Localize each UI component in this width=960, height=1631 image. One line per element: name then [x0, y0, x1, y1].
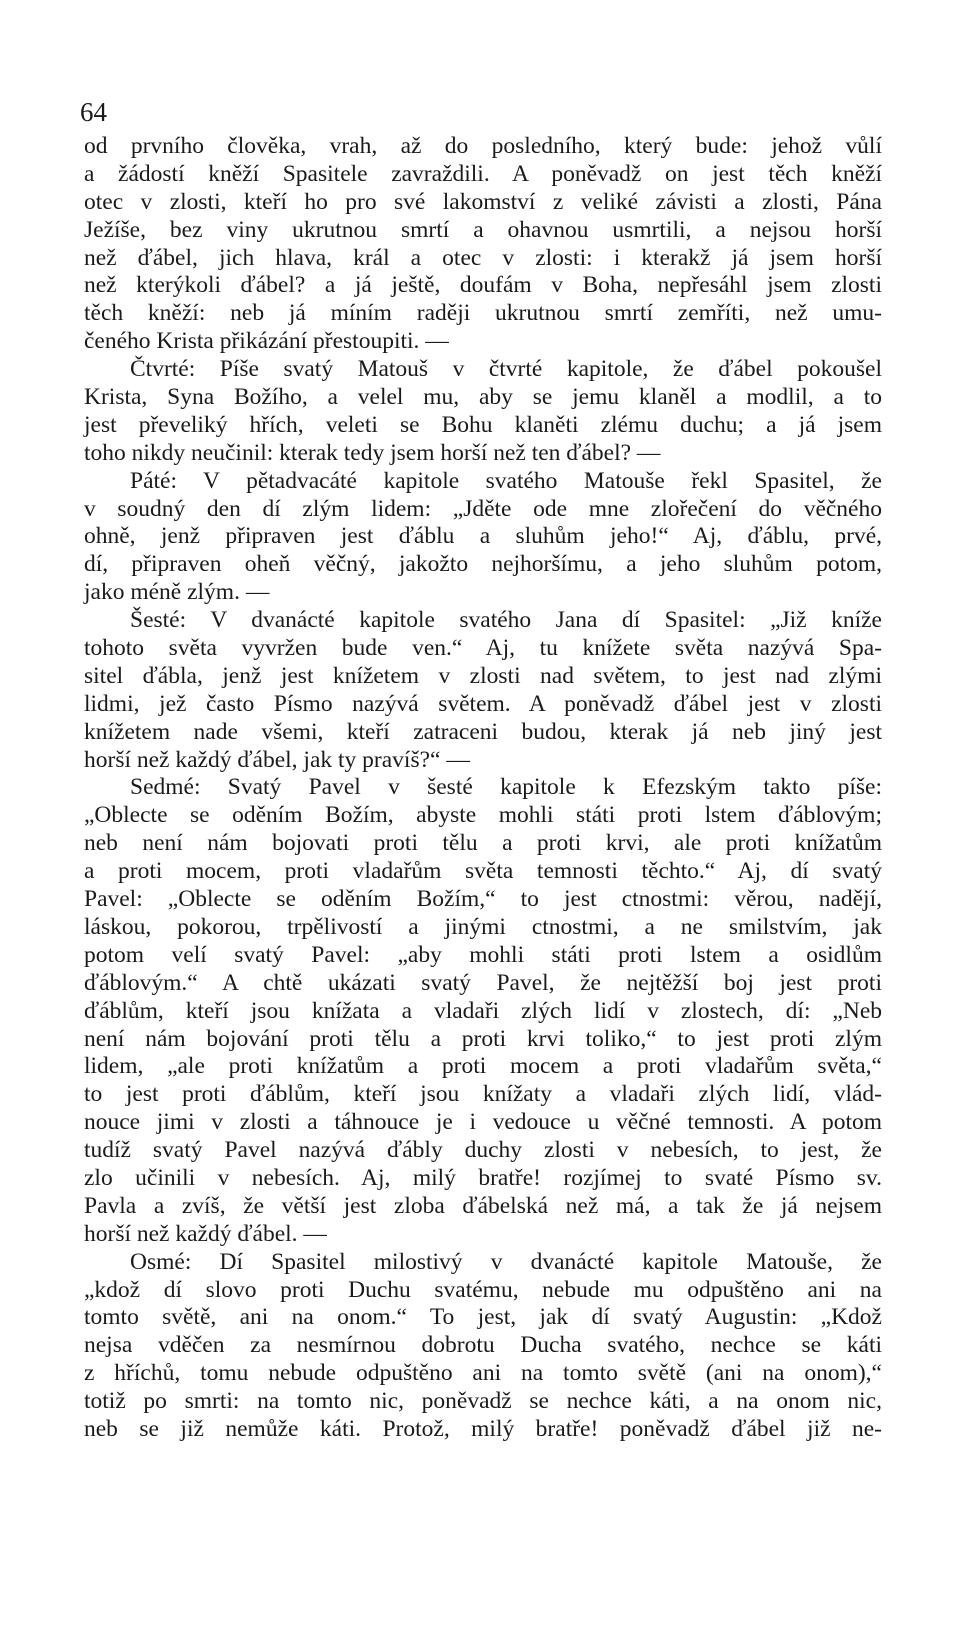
text-line: než kterýkoli ďábel? a já ještě, doufám v Boha, nepřesáhl jsem zlosti — [84, 272, 882, 299]
text-line: Pavla a zvíš, že větší jest zloba ďábelská než má, a tak že já nejsem — [84, 1192, 882, 1219]
text-line: tohoto světa vyvržen bude ven.“ Aj, tu knížete světa nazývá Spa- — [84, 635, 882, 662]
text-line: od prvního člověka, vrah, až do posledního, který bude: jehož vůlí — [84, 133, 882, 159]
text-line: toho nikdy neučinil: kterak tedy jsem horší než ten ďábel? — — [84, 439, 661, 466]
text-line: těch kněží: neb já míním raději ukrutnou smrtí zemříti, než umu- — [84, 300, 882, 327]
text-line: otec v zlosti, kteří ho pro své lakomství z veliké závisti a zlosti, Pána — [84, 188, 882, 215]
text-line: ďáblům, kteří jsou knížata a vladaři zlých lidí v zlostech, dí: „Neb — [84, 997, 882, 1024]
paragraph-start-line: Páté: V pětadvacáté kapitole svatého Matouše řekl Spasitel, že — [130, 467, 882, 494]
text-line: než ďábel, jich hlava, král a otec v zlosti: i kterakž já jsem horší — [84, 244, 882, 271]
text-line: neb není nám bojovati proti tělu a proti krvi, ale proti knížatům — [84, 830, 882, 857]
text-line: „Oblecte se oděním Božím, abyste mohli státi proti lstem ďáblovým; — [84, 802, 882, 829]
paragraph-start-line: Osmé: Dí Spasitel milostivý v dvanácté kapitole Matouše, že — [130, 1248, 882, 1275]
text-line: tudíž svatý Pavel nazývá ďábly duchy zlosti v nebesích, to jest, že — [84, 1137, 882, 1164]
text-line: horší než každý ďábel, jak ty pravíš?“ — — [84, 746, 470, 773]
text-line: ohně, jenž připraven jest ďáblu a sluhům jeho!“ Aj, ďáblu, prvé, — [84, 523, 882, 550]
body-text — [84, 133, 882, 1444]
text-line: sitel ďábla, jenž jest knížetem v zlosti nad světem, to jest nad zlými — [84, 662, 882, 689]
text-line: knížetem nade všemi, kteří zatraceni budou, kterak já neb jiný jest — [84, 718, 882, 745]
text-line: lidmi, jež často Písmo nazývá světem. A poněvadž ďábel jest v zlosti — [84, 690, 882, 717]
text-line: „kdož dí slovo proti Duchu svatému, nebude mu odpuštěno ani na — [84, 1276, 882, 1303]
text-line: neb se již nemůže káti. Protož, milý bratře! poněvadž ďábel již ne- — [84, 1415, 882, 1442]
text-line: jako méně zlým. — — [84, 579, 270, 606]
text-line: nouce jimi v zlosti a táhnouce je i vedouce u věčné temnosti. A potom — [84, 1109, 882, 1136]
text-line: čeného Krista přikázání přestoupiti. — — [84, 328, 449, 355]
text-line: ďáblovým.“ A chtě ukázati svatý Pavel, že nejtěžší boj jest proti — [84, 969, 882, 996]
text-line: není nám bojování proti tělu a proti krvi toliko,“ to jest proti zlým — [84, 1025, 882, 1052]
text-line: Ježíše, bez viny ukrutnou smrtí a ohavnou usmrtili, a nejsou horší — [84, 216, 882, 243]
paragraph-start-line: Čtvrté: Píše svatý Matouš v čtvrté kapitole, že ďábel pokoušel — [130, 356, 882, 383]
text-line: Pavel: „Oblecte se oděním Božím,“ to jest ctnostmi: věrou, nadějí, — [84, 886, 882, 913]
text-line: Krista, Syna Božího, a velel mu, aby se jemu klaněl a modlil, a to — [84, 384, 882, 411]
page-number: 64 — [80, 97, 107, 127]
paragraph-start-line: Sedmé: Svatý Pavel v šesté kapitole k Efezským takto píše: — [130, 774, 882, 801]
text-line: to jest proti ďáblům, kteří jsou knížaty a vladaři zlých lidí, vlád- — [84, 1081, 882, 1108]
text-line: potom velí svatý Pavel: „aby mohli státi proti lstem a osidlům — [84, 941, 882, 968]
paragraph-start-line: Šesté: V dvanácté kapitole svatého Jana dí Spasitel: „Již kníže — [130, 607, 882, 634]
text-line: v soudný den dí zlým lidem: „Jděte ode mne zlořečení do věčného — [84, 495, 882, 522]
text-line: a žádostí kněží Spasitele zavraždili. A poněvadž on jest těch kněží — [84, 160, 882, 187]
text-line: tomto světě, ani na onom.“ To jest, jak dí svatý Augustin: „Kdož — [84, 1304, 882, 1331]
text-line: zlo učinili v nebesích. Aj, milý bratře! rozjímej to svaté Písmo sv. — [84, 1164, 882, 1191]
text-line: nejsa vděčen za nesmírnou dobrotu Ducha svatého, nechce se káti — [84, 1332, 882, 1359]
text-line: láskou, pokorou, trpělivostí a jinými ctnostmi, a ne smilstvím, jak — [84, 913, 882, 940]
text-line: dí, připraven oheň věčný, jakožto nejhoršímu, a jeho sluhům potom, — [84, 551, 882, 578]
text-line: lidem, „ale proti knížatům a proti mocem a proti vladařům světa,“ — [84, 1053, 882, 1080]
text-line: jest převeliký hřích, veleti se Bohu klaněti zlému duchu; a já jsem — [84, 411, 882, 438]
text-line: totiž po smrti: na tomto nic, poněvadž se nechce káti, a na onom nic, — [84, 1388, 882, 1415]
text-line: z hříchů, tomu nebude odpuštěno ani na tomto světě (ani na onom),“ — [84, 1360, 882, 1387]
text-line: horší než každý ďábel. — — [84, 1220, 327, 1247]
text-line: a proti mocem, proti vladařům světa temnosti těchto.“ Aj, dí svatý — [84, 858, 882, 885]
